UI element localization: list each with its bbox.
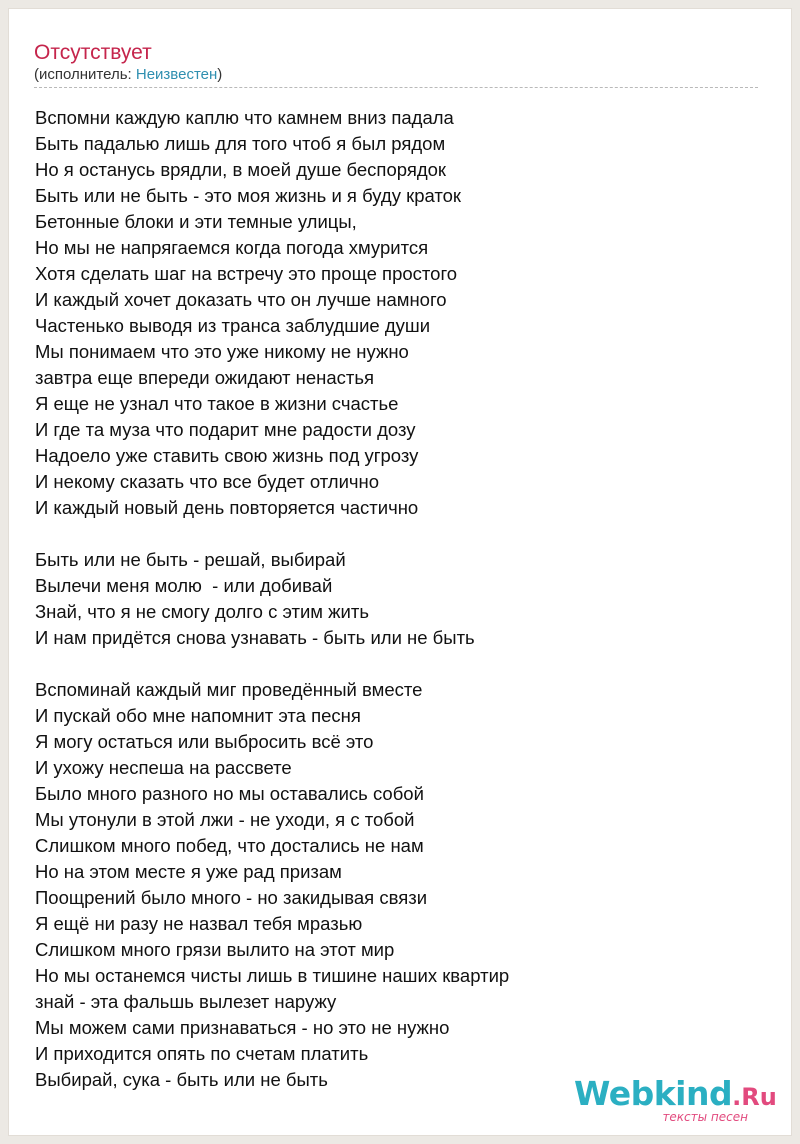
lyric-line: Вспоминай каждый миг проведённый вместе	[35, 679, 423, 700]
lyric-line: Я еще не узнал что такое в жизни счастье	[35, 393, 399, 414]
lyric-line: Мы утонули в этой лжи - не уходи, я с тобой	[35, 809, 415, 830]
lyrics-body	[35, 105, 755, 1119]
lyric-line: Бетонные блоки и эти темные улицы,	[35, 211, 357, 232]
lyric-line: И приходится опять по счетам платить	[35, 1043, 369, 1064]
lyric-line: Мы понимаем что это уже никому не нужно	[35, 341, 409, 362]
lyric-line: Было много разного но мы оставались собой	[35, 783, 424, 804]
lyric-line: Выбирай, сука - быть или не быть	[35, 1069, 328, 1090]
lyric-line: Частенько выводя из транса заблудшие души	[35, 315, 431, 336]
lyric-line: Быть или не быть - это моя жизнь и я буду краток	[35, 185, 462, 206]
header-divider	[34, 87, 758, 88]
lyric-line: Мы можем сами признаваться - но это не нужно	[35, 1017, 450, 1038]
lyric-line: Я ещё ни разу не назвал тебя мразью	[35, 913, 363, 934]
lyric-line: И ухожу неспеша на рассвете	[35, 757, 292, 778]
lyrics-stanza	[35, 105, 755, 521]
lyric-line: Знай, что я не смогу долго с этим жить	[35, 601, 369, 622]
lyric-line: Быть или не быть - решай, выбирай	[35, 549, 346, 570]
lyric-line: Но мы останемся чисты лишь в тишине наших квартир	[35, 965, 510, 986]
artist-suffix: )	[217, 66, 223, 83]
lyric-line: Поощрений было много - но закидывая связи	[35, 887, 428, 908]
lyric-line: Вспомни каждую каплю что камнем вниз падала	[35, 107, 454, 128]
lyric-line: знай - эта фальшь вылезет наружу	[35, 991, 337, 1012]
lyrics-stanza	[35, 547, 755, 651]
lyric-line: И нам придётся снова узнавать - быть или не быть	[35, 627, 475, 648]
artist-prefix: (исполнитель:	[34, 66, 136, 83]
lyric-line: И каждый новый день повторяется частично	[35, 497, 419, 518]
lyric-line: И где та муза что подарит мне радости дозу	[35, 419, 416, 440]
logo-subtitle: тексты песен	[662, 1110, 748, 1124]
lyric-line: Но на этом месте я уже рад призам	[35, 861, 342, 882]
lyric-line: завтра еще впереди ожидают ненастья	[35, 367, 375, 388]
lyric-line: Но мы не напрягаемся когда погода хмурится	[35, 237, 429, 258]
song-title: Отсутствует	[34, 41, 152, 64]
lyric-line: Надоело уже ставить свою жизнь под угрозу	[35, 445, 419, 466]
artist-line	[34, 66, 222, 83]
lyric-line: Быть падалью лишь для того чтоб я был рядом	[35, 133, 446, 154]
lyric-line: Хотя сделать шаг на встречу это проще простого	[35, 263, 458, 284]
lyric-line: И пускай обо мне напомнит эта песня	[35, 705, 361, 726]
logo-main-text: Webkind	[574, 1074, 733, 1113]
lyric-line: Вылечи меня молю - или добивай	[35, 575, 333, 596]
logo-suffix-text: .Ru	[732, 1083, 777, 1111]
lyric-line: Слишком много грязи вылито на этот мир	[35, 939, 395, 960]
lyrics-stanza	[35, 677, 755, 1093]
lyric-line: Слишком много побед, что достались не нам	[35, 835, 424, 856]
site-logo[interactable]	[574, 1074, 777, 1124]
lyric-line: И каждый хочет доказать что он лучше намного	[35, 289, 447, 310]
lyric-line: И некому сказать что все будет отлично	[35, 471, 380, 492]
lyric-line: Я могу остаться или выбросить всё это	[35, 731, 374, 752]
artist-link[interactable]: Неизвестен	[135, 66, 218, 83]
lyric-line: Но я останусь врядли, в моей душе беспорядок	[35, 159, 447, 180]
